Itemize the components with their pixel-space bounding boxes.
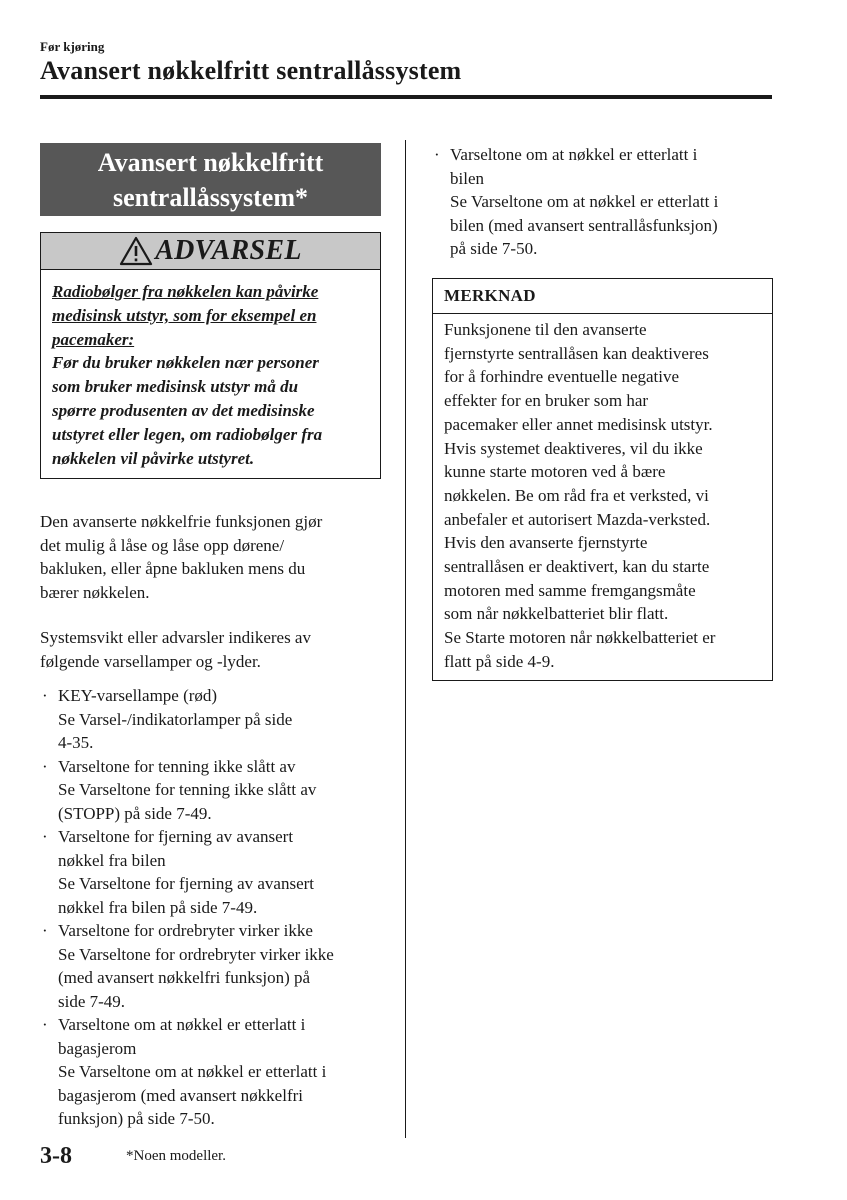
text-line: bærer nøkkelen. bbox=[40, 582, 150, 602]
warning-line: spørre produsenten av det medisinske bbox=[52, 400, 315, 420]
text-line: bakluken, eller åpne bakluken mens du bbox=[40, 559, 306, 578]
bullet-line: side 7-49. bbox=[58, 991, 126, 1011]
bullet-item bbox=[42, 825, 387, 919]
note-line: effekter for en bruker som har bbox=[444, 391, 649, 411]
note-line: Funksjonene til den avanserte bbox=[444, 320, 647, 339]
note-line: flatt på side 4-9. bbox=[444, 651, 555, 671]
bullet-line: bagasjerom bbox=[58, 1038, 137, 1058]
bullet-line: Varseltone for tenning ikke slått av bbox=[58, 756, 296, 776]
chapter-title: Avansert nøkkelfritt sentrallåssystem bbox=[40, 56, 462, 85]
bullet-line: Se Varseltone om at nøkkel er etterlatt i bbox=[58, 1062, 327, 1081]
warning-underlined-line: Radiobølger fra nøkkelen kan påvirke bbox=[52, 282, 319, 301]
warning-triangle-icon bbox=[119, 236, 153, 266]
note-line: Hvis den avanserte fjernstyrte bbox=[444, 533, 648, 553]
bullet-line: Se Varseltone for tenning ikke slått av bbox=[58, 780, 317, 799]
warning-line: Før du bruker nøkkelen nær personer bbox=[52, 353, 319, 373]
bullet-line: Se Varseltone om at nøkkel er etterlatt i bbox=[450, 192, 719, 211]
section-title-line: sentrallåssystem* bbox=[113, 183, 308, 212]
intro-paragraph bbox=[40, 626, 380, 673]
text-line: Systemsvikt eller advarsler indikeres av bbox=[40, 628, 311, 647]
note-line: nøkkelen. Be om råd fra et verksted, vi bbox=[444, 485, 709, 505]
text-line: Den avanserte nøkkelfrie funksjonen gjør bbox=[40, 512, 323, 531]
note-title: MERKNAD bbox=[433, 279, 772, 314]
bullet-dot: · bbox=[42, 686, 48, 705]
note-line: kunne starte motoren ved å bære bbox=[444, 462, 666, 482]
bullet-line: (STOPP) på side 7-49. bbox=[58, 803, 212, 823]
note-line: fjernstyrte sentrallåsen kan deaktiveres bbox=[444, 343, 709, 363]
section-title-line: Avansert nøkkelfritt bbox=[97, 148, 324, 177]
bullet-line: nøkkel fra bilen bbox=[58, 850, 166, 870]
bullet-item bbox=[42, 919, 387, 1013]
note-box bbox=[432, 278, 773, 681]
bullet-line: Se Varseltone for fjerning av avansert bbox=[58, 874, 315, 893]
bullet-list-left bbox=[42, 684, 387, 1131]
bullet-line: Se Varseltone for ordrebryter virker ikke bbox=[58, 944, 334, 964]
bullet-dot: · bbox=[42, 756, 48, 776]
warning-line: nøkkelen vil påvirke utstyret. bbox=[52, 448, 255, 468]
bullet-dot: · bbox=[434, 145, 440, 164]
bullet-line: Varseltone om at nøkkel er etterlatt i bbox=[58, 1015, 306, 1034]
warning-box bbox=[40, 232, 381, 479]
warning-body bbox=[41, 270, 380, 470]
bullet-line: bagasjerom (med avansert nøkkelfri bbox=[58, 1085, 303, 1105]
warning-header bbox=[41, 233, 380, 270]
bullet-line: Varseltone for ordrebryter virker ikke bbox=[58, 921, 313, 940]
bullet-list-right bbox=[434, 143, 774, 261]
warning-title: ADVARSEL bbox=[155, 235, 302, 266]
bullet-item bbox=[42, 1013, 387, 1131]
section-title-box bbox=[40, 143, 381, 216]
note-line: anbefaler et autorisert Mazda-verksted. bbox=[444, 509, 711, 529]
note-line: som når nøkkelbatteriet blir flatt. bbox=[444, 604, 669, 624]
note-line: pacemaker eller annet medisinsk utstyr. bbox=[444, 414, 713, 434]
section-label: Før kjøring bbox=[40, 39, 105, 54]
bullet-line: på side 7-50. bbox=[450, 239, 538, 258]
bullet-line: 4-35. bbox=[58, 733, 94, 752]
note-line: Se Starte motoren når nøkkelbatteriet er bbox=[444, 628, 716, 648]
bullet-item bbox=[42, 755, 387, 826]
bullet-line: KEY-varsellampe (rød) bbox=[58, 686, 218, 705]
bullet-dot: · bbox=[42, 1015, 48, 1034]
warning-line: som bruker medisinsk utstyr må du bbox=[52, 377, 299, 397]
bullet-line: (med avansert nøkkelfri funksjon) på bbox=[58, 968, 311, 987]
note-line: sentrallåsen er deaktivert, kan du starte bbox=[444, 557, 710, 577]
text-line: følgende varsellamper og -lyder. bbox=[40, 651, 261, 671]
footnote: *Noen modeller. bbox=[126, 1148, 226, 1164]
bullet-dot: · bbox=[42, 827, 48, 846]
note-body bbox=[433, 314, 772, 674]
page-number: 3-8 bbox=[40, 1143, 72, 1169]
warning-line: utstyret eller legen, om radiobølger fra bbox=[52, 424, 323, 444]
warning-underlined-line: pacemaker: bbox=[52, 329, 135, 349]
header-rule bbox=[40, 95, 772, 99]
bullet-line: Se Varsel-/indikatorlamper på side bbox=[58, 709, 293, 729]
intro-paragraph bbox=[40, 510, 380, 604]
bullet-line: bilen (med avansert sentrallåsfunksjon) bbox=[450, 215, 718, 235]
text-line: det mulig å låse og låse opp dørene/ bbox=[40, 535, 285, 555]
bullet-line: Varseltone om at nøkkel er etterlatt i bbox=[450, 145, 698, 164]
note-line: for å forhindre eventuelle negative bbox=[444, 367, 680, 387]
bullet-line: Varseltone for fjerning av avansert bbox=[58, 827, 294, 846]
column-divider bbox=[405, 140, 406, 1138]
note-line: Hvis systemet deaktiveres, vil du ikke bbox=[444, 438, 703, 458]
note-line: motoren med samme fremgangsmåte bbox=[444, 580, 696, 600]
bullet-dot: · bbox=[42, 921, 48, 940]
bullet-line: funksjon) på side 7-50. bbox=[58, 1109, 215, 1128]
bullet-item bbox=[434, 143, 774, 261]
bullet-line: nøkkel fra bilen på side 7-49. bbox=[58, 897, 258, 917]
warning-underlined-line: medisinsk utstyr, som for eksempel en bbox=[52, 305, 317, 325]
bullet-line: bilen bbox=[450, 168, 484, 188]
bullet-item bbox=[42, 684, 387, 755]
